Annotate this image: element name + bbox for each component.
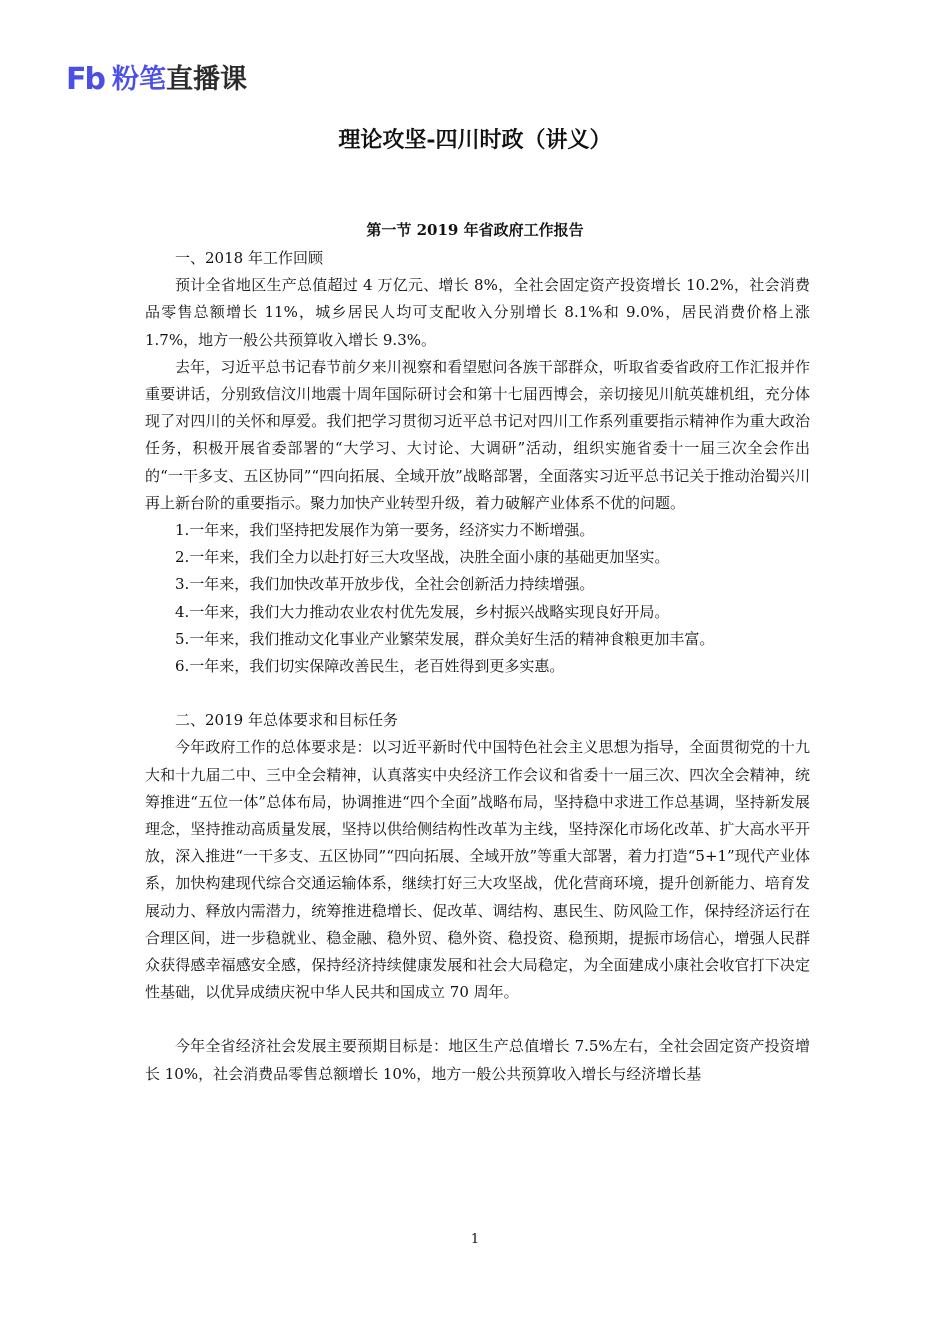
- list-item: 6.一年来，我们切实保障改善民生，老百姓得到更多实惠。: [175, 657, 565, 676]
- list-item: 1.一年来，我们坚持把发展作为第一要务，经济实力不断增强。: [175, 521, 595, 540]
- page-number: 1: [470, 1232, 480, 1247]
- list-item: 5.一年来，我们推动文化事业产业繁荣发展，群众美好生活的精神食粮更加丰富。: [175, 629, 715, 648]
- part2-heading: 二、2019 年总体要求和目标任务: [175, 711, 398, 730]
- part2-paragraph-1: 今年政府工作的总体要求是：以习近平新时代中国特色社会主义思想为指导，全面贯彻党的十九大和十九届二中、三中全会精神，认真落实中央经济工作会议和省委十一届三次、四次全会精神，统筹推进“五位一体”总体布局，协调推进“四个全面”战略布局，坚持稳中求进工作总基调，坚持新发展理念，坚持推动高质量发展，坚持以供给侧结构性改革为主线，坚持深化市场化改革、扩大高水平开放，深入推进“一干多支、五区协同”“四向拓展、全域开放”等重大部署，着力打造“5+1”现代产业体系，加快构建现代综合交通运输体系，继续打好三大攻坚战，优化营商环境，提升创新能力、培育发展动力、释放内需潜力，统筹推进稳增长、促改革、调结构、惠民生、防风险工作，保持经济运行在合理区间，进一步稳就业、稳金融、稳外贸、稳外资、稳投资、稳预期，提振市场信心，增强人民群众获得感幸福感安全感，保持经济持续健康发展和社会大局稳定，为全面建成小康社会收官打下决定性基础，以优异成绩庆祝中华人民共和国成立 70 周年。: [145, 738, 810, 1002]
- spacer: [145, 1006, 810, 1033]
- part1-paragraph-1: 预计全省地区生产总值超过 4 万亿元、增长 8%，全社会固定资产投资增长 10.2%，社会消费品零售总额增长 11%，城乡居民人均可支配收入分别增长 8.1%和 9.0%，居民消费价格上涨 1.7%，地方一般公共预算收入增长 9.3%。: [145, 276, 810, 349]
- logo-suffix: 直播课: [165, 64, 247, 95]
- part1-paragraph-2: 去年，习近平总书记春节前夕来川视察和看望慰问各族干部群众，听取省委省政府工作汇报并作重要讲话，分别致信汶川地震十周年国际研讨会和第十七届西博会，亲切接见川航英雄机组，充分体现了对四川的关怀和厚爱。我们把学习贯彻习近平总书记对四川工作系列重要指示精神作为重大政治任务，积极开展省委部署的“大学习、大讨论、大调研”活动，组织实施省委十一届三次全会作出的“一干多支、五区协同”“四向拓展、全域开放”战略部署，全面落实习近平总书记关于推动治蜀兴川再上新台阶的重要指示。聚力加快产业转型升级，着力破解产业体系不优的问题。: [145, 357, 810, 512]
- part2-paragraph-2: 今年全省经济社会发展主要预期目标是：地区生产总值增长 7.5%左右，全社会固定资产投资增长 10%，社会消费品零售总额增长 10%，地方一般公共预算收入增长与经济增长基: [145, 1037, 810, 1083]
- spacer: [145, 680, 810, 707]
- section-title: 第一节 2019 年省政府工作报告: [366, 221, 584, 239]
- list-item: 2.一年来，我们全力以赴打好三大攻坚战，决胜全面小康的基础更加坚实。: [175, 548, 670, 567]
- logo-mark-icon: Fb: [66, 62, 104, 97]
- document-title: 理论攻坚-四川时政（讲义）: [338, 127, 612, 153]
- list-item: 3.一年来，我们加快改革开放步伐，全社会创新活力持续增强。: [175, 575, 595, 594]
- brand-logo: [66, 60, 247, 100]
- document-body: [145, 245, 810, 1088]
- logo-brand: 粉笔: [111, 64, 166, 95]
- logo-text: [112, 60, 247, 100]
- part1-heading: 一、2018 年工作回顾: [175, 249, 323, 267]
- list-item: 4.一年来，我们大力推动农业农村优先发展，乡村振兴战略实现良好开局。: [175, 602, 670, 621]
